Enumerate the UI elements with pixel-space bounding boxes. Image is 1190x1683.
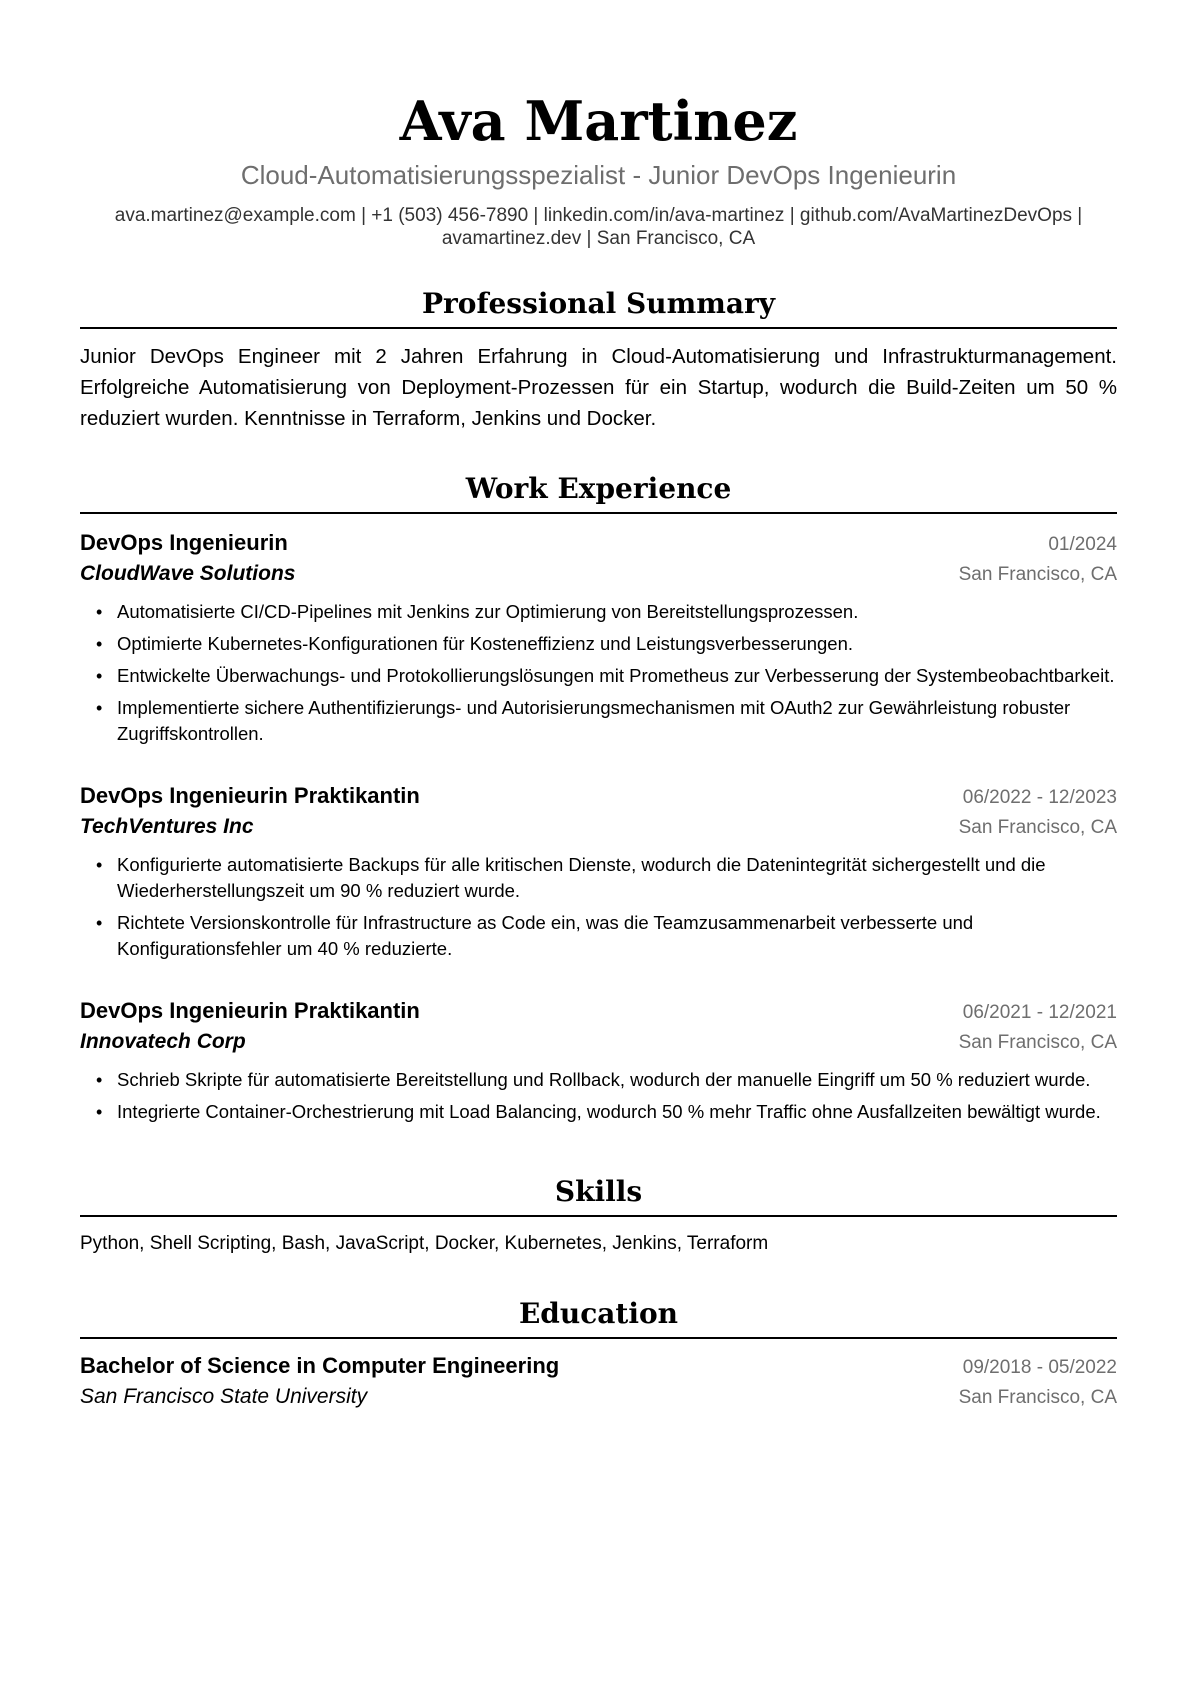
bullet-item xyxy=(80,1067,1117,1093)
bullet-item xyxy=(80,663,1117,689)
experience-heading: Work Experience xyxy=(80,472,1117,514)
bullet-dot-icon: • xyxy=(96,666,103,686)
education-date: 09/2018 - 05/2022 xyxy=(962,1357,1117,1378)
bullet-dot-icon: • xyxy=(96,634,103,654)
contact-info xyxy=(80,204,1117,250)
job-title: DevOps Ingenieurin xyxy=(80,530,288,555)
job-date: 01/2024 xyxy=(1048,534,1117,555)
job-entry xyxy=(80,781,1117,962)
job-location: San Francisco, CA xyxy=(958,1032,1117,1053)
job-subheader xyxy=(80,1028,1117,1057)
education-school: San Francisco State University xyxy=(80,1385,368,1408)
job-bullets xyxy=(80,852,1117,962)
job-company: TechVentures Inc xyxy=(80,815,254,838)
job-company: Innovatech Corp xyxy=(80,1030,246,1053)
job-bullets xyxy=(80,1067,1117,1125)
education-location: San Francisco, CA xyxy=(958,1387,1117,1408)
experience-section xyxy=(80,472,1117,1125)
bullet-dot-icon: • xyxy=(96,1070,103,1090)
education-entry xyxy=(80,1351,1117,1412)
summary-heading: Professional Summary xyxy=(80,287,1117,329)
job-bullets xyxy=(80,599,1117,747)
contact-line-2: avamartinez.dev | San Francisco, CA xyxy=(441,228,756,249)
bullet-item xyxy=(80,910,1117,962)
job-date: 06/2021 - 12/2021 xyxy=(962,1002,1117,1023)
bullet-text: Entwickelte Überwachungs- und Protokollierungslösungen mit Prometheus zur Verbesserung der Systembeobachtbarkeit. xyxy=(117,665,1115,686)
summary-section xyxy=(80,287,1117,434)
education-degree: Bachelor of Science in Computer Engineering xyxy=(80,1353,560,1378)
resume-name: Ava Martinez xyxy=(399,89,798,153)
bullet-dot-icon: • xyxy=(96,913,103,933)
bullet-item xyxy=(80,1099,1117,1125)
bullet-dot-icon: • xyxy=(96,855,103,875)
bullet-item xyxy=(80,852,1117,904)
education-section xyxy=(80,1297,1117,1412)
bullet-text: Schrieb Skripte für automatisierte Bereitstellung und Rollback, wodurch der manuelle Eingriff um 50 % reduziert wurde. xyxy=(117,1069,1091,1090)
contact-line-1: ava.martinez@example.com | +1 (503) 456-7890 | linkedin.com/in/ava-martinez | github.com/AvaMartinezDevOps | xyxy=(114,205,1083,226)
bullet-item xyxy=(80,599,1117,625)
job-header xyxy=(80,781,1117,813)
bullet-text: Konfigurierte automatisierte Backups für alle kritischen Dienste, wodurch die Datenintegrität sichergestellt und die Wiederherstellungszeit um 90 % reduziert wurde. xyxy=(117,854,1046,901)
skills-list: Python, Shell Scripting, Bash, JavaScript, Docker, Kubernetes, Jenkins, Terraform xyxy=(80,1233,769,1254)
job-title: DevOps Ingenieurin Praktikantin xyxy=(80,783,420,808)
bullet-text: Implementierte sichere Authentifizierungs- und Autorisierungsmechanismen mit OAuth2 zur Gewährleistung robuster Zugriffskontrollen. xyxy=(117,697,1071,744)
bullet-text: Optimierte Kubernetes-Konfigurationen für Kosteneffizienz und Leistungsverbesserungen. xyxy=(117,633,853,654)
resume-page xyxy=(80,0,1117,1412)
bullet-item xyxy=(80,631,1117,657)
bullet-text: Richtete Versionskontrolle für Infrastructure as Code ein, was die Teamzusammenarbeit verbesserte und Konfigurationsfehler um 40 % reduzierte. xyxy=(117,912,974,959)
job-header xyxy=(80,528,1117,560)
skills-section xyxy=(80,1175,1117,1257)
education-header xyxy=(80,1351,1117,1383)
summary-text: Junior DevOps Engineer mit 2 Jahren Erfahrung in Cloud-Automatisierung und Infrastrukturmanagement. Erfolgreiche Automatisierung von Deployment-Prozessen für ein Startup, wodurch die Build-Zeiten um 50 % reduziert wurden. Kenntnisse in Terraform, Jenkins und Docker. xyxy=(80,345,1117,430)
education-subheader xyxy=(80,1383,1117,1412)
job-title: DevOps Ingenieurin Praktikantin xyxy=(80,998,420,1023)
job-location: San Francisco, CA xyxy=(958,564,1117,585)
job-entry xyxy=(80,528,1117,747)
job-company: CloudWave Solutions xyxy=(80,562,296,585)
job-entry xyxy=(80,996,1117,1125)
bullet-text: Integrierte Container-Orchestrierung mit Load Balancing, wodurch 50 % mehr Traffic ohne Ausfallzeiten bewältigt wurde. xyxy=(117,1101,1101,1122)
bullet-dot-icon: • xyxy=(96,698,103,718)
resume-subtitle: Cloud-Automatisierungsspezialist - Junior DevOps Ingenieurin xyxy=(240,160,957,190)
job-subheader xyxy=(80,560,1117,589)
bullet-dot-icon: • xyxy=(96,1102,103,1122)
job-subheader xyxy=(80,813,1117,842)
skills-heading: Skills xyxy=(80,1175,1117,1217)
education-heading: Education xyxy=(80,1297,1117,1339)
bullet-text: Automatisierte CI/CD-Pipelines mit Jenkins zur Optimierung von Bereitstellungsprozessen. xyxy=(117,601,859,622)
bullet-item xyxy=(80,695,1117,747)
bullet-dot-icon: • xyxy=(96,602,103,622)
job-header xyxy=(80,996,1117,1028)
job-date: 06/2022 - 12/2023 xyxy=(962,787,1117,808)
job-location: San Francisco, CA xyxy=(958,817,1117,838)
